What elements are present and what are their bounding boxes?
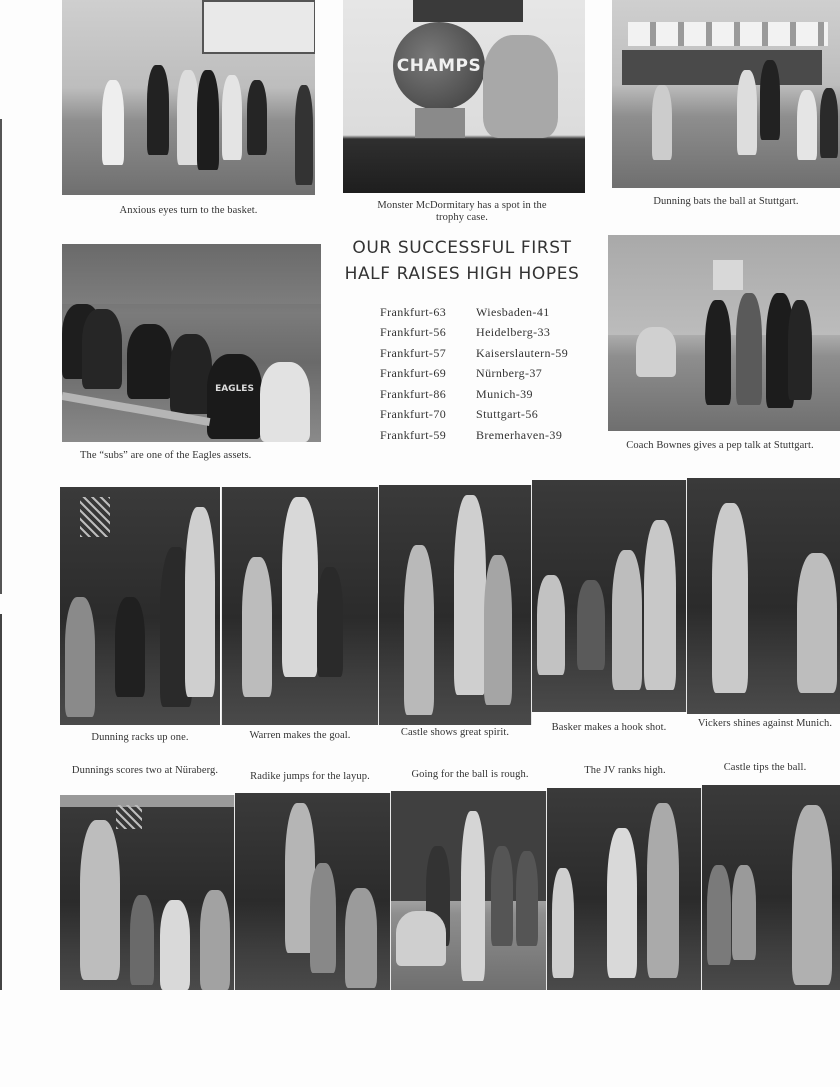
score-row (380, 302, 590, 323)
caption-dunning-racks: Dunning racks up one. (91, 732, 189, 743)
photo-basker-hook (532, 480, 686, 712)
photo-dunning-bats (612, 0, 840, 188)
away-score: Bremerhaven-39 (476, 427, 563, 442)
score-row (380, 405, 590, 426)
home-score: Frankfurt-70 (380, 407, 447, 422)
away-score: Stuttgart-56 (476, 407, 539, 422)
trophy-basketball (393, 22, 485, 110)
headline-line-1: OUR SUCCESSFUL FIRST (352, 238, 572, 258)
caption-radike-layup: Radike jumps for the layup. (250, 771, 370, 782)
caption-warren-goal: Warren makes the goal. (249, 730, 351, 741)
caption-anxious-eyes: Anxious eyes turn to the basket. (119, 205, 258, 216)
home-score: Frankfurt-56 (380, 325, 447, 340)
caption-basker-hook: Basker makes a hook shot. (551, 722, 667, 733)
photo-trophy-case (343, 0, 585, 193)
home-score: Frankfurt-59 (380, 427, 447, 442)
photo-anxious-eyes (62, 0, 315, 195)
photo-castle-spirit (379, 485, 531, 725)
caption-jv-high: The JV ranks high. (584, 765, 666, 776)
caption-dunning-bats: Dunning bats the ball at Stuttgart. (653, 196, 799, 207)
eagles-jacket-text: EAGLES (215, 384, 254, 394)
photo-subs-bench (62, 244, 321, 442)
away-score: Nürnberg-37 (476, 366, 543, 381)
photo-coach-pep-talk (608, 235, 840, 431)
caption-vickers-munich: Vickers shines against Munich. (697, 718, 833, 729)
score-list (380, 302, 590, 446)
away-score: Wiesbaden-41 (476, 304, 550, 319)
score-row (380, 384, 590, 405)
score-row (380, 364, 590, 385)
page-headline (342, 235, 582, 287)
caption-going-rough: Going for the ball is rough. (411, 769, 529, 780)
photo-warren-goal (222, 487, 378, 725)
photo-castle-tips (702, 785, 840, 990)
page-binding-edge (0, 0, 2, 990)
photo-vickers-munich (687, 478, 840, 714)
headline-line-2: HALF RAISES HIGH HOPES (344, 264, 580, 284)
score-row (380, 323, 590, 344)
photo-dunnings-scores (60, 795, 234, 990)
score-row (380, 343, 590, 364)
home-score: Frankfurt-63 (380, 304, 447, 319)
photo-dunning-racks (60, 487, 220, 725)
teddy-bear (483, 35, 558, 138)
caption-coach-pep-talk: Coach Bownes gives a pep talk at Stuttgart. (626, 440, 814, 451)
caption-trophy-case: Monster McDormitary has a spot in the trophy case. (377, 200, 547, 223)
score-row (380, 425, 590, 446)
caption-castle-tips: Castle tips the ball. (723, 762, 807, 773)
photo-radike-jumps (235, 793, 390, 990)
photo-going-for-ball (391, 791, 546, 990)
away-score: Munich-39 (476, 386, 533, 401)
caption-castle-spirit: Castle shows great spirit. (400, 727, 510, 738)
photo-jv-ranks (547, 788, 701, 990)
trophy-champs-text: CHAMPS (396, 56, 482, 76)
caption-subs: The “subs” are one of the Eagles assets. (80, 450, 252, 461)
home-score: Frankfurt-57 (380, 345, 447, 360)
away-score: Kaiserslautern-59 (476, 345, 569, 360)
away-score: Heidelberg-33 (476, 325, 551, 340)
home-score: Frankfurt-69 (380, 366, 447, 381)
home-score: Frankfurt-86 (380, 386, 447, 401)
caption-dunnings-two: Dunnings scores two at Nüraberg. (71, 765, 219, 776)
